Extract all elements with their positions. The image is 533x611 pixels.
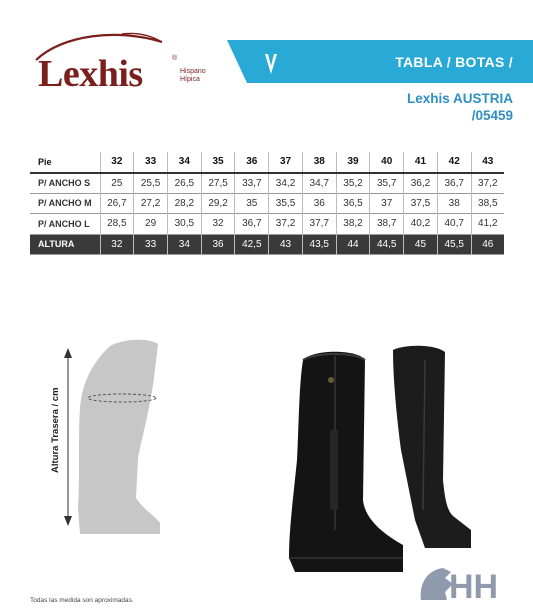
table-cell: 36,5 bbox=[336, 193, 370, 214]
table-row bbox=[30, 173, 504, 194]
axis-label: Altura Trasera / cm bbox=[50, 387, 61, 473]
table-cell: 29,2 bbox=[201, 193, 235, 214]
table-cell: 40,2 bbox=[404, 214, 438, 235]
table-cell: 26,5 bbox=[167, 173, 201, 194]
logo-subtitle-1: Hispano bbox=[180, 68, 206, 75]
table-cell: 32 bbox=[100, 234, 134, 255]
table-cell: 32 bbox=[201, 214, 235, 235]
table-cell: 34,2 bbox=[269, 173, 303, 194]
table-cell: 40,7 bbox=[437, 214, 471, 235]
table-cell: 44,5 bbox=[370, 234, 404, 255]
table-cell: 37 bbox=[370, 193, 404, 214]
table-cell: 35 bbox=[235, 193, 269, 214]
table-cell: 26,7 bbox=[100, 193, 134, 214]
lexhis-logo bbox=[22, 30, 212, 100]
row-label: P/ ANCHO S bbox=[38, 178, 91, 188]
table-cell: 36,7 bbox=[235, 214, 269, 235]
table-cell: 38,5 bbox=[471, 193, 504, 214]
table-cell: 38,2 bbox=[336, 214, 370, 235]
header-label: Pie bbox=[38, 156, 52, 167]
table-cell: 45,5 bbox=[437, 234, 471, 255]
table-cell: 37,2 bbox=[471, 173, 504, 194]
size-header-cell: 34 bbox=[167, 152, 201, 173]
table-cell: 25 bbox=[100, 173, 134, 194]
table-row bbox=[30, 193, 504, 214]
table-cell: 25,5 bbox=[134, 173, 168, 194]
table-row bbox=[30, 214, 504, 235]
table-cell: 45 bbox=[404, 234, 438, 255]
table-cell: 27,5 bbox=[201, 173, 235, 194]
table-cell: 29 bbox=[134, 214, 168, 235]
hh-text: HH bbox=[449, 568, 499, 604]
table-cell: 35,7 bbox=[370, 173, 404, 194]
table-cell: 36,2 bbox=[404, 173, 438, 194]
table-cell: 35,2 bbox=[336, 173, 370, 194]
table-cell: 37,5 bbox=[404, 193, 438, 214]
row-label: ALTURA bbox=[30, 234, 100, 255]
table-cell: 43 bbox=[269, 234, 303, 255]
size-header-cell: 37 bbox=[269, 152, 303, 173]
table-cell: 38 bbox=[437, 193, 471, 214]
title-banner bbox=[227, 40, 533, 83]
banner-title: TABLA / BOTAS / bbox=[395, 54, 513, 70]
table-row bbox=[30, 234, 504, 255]
table-cell: 28,2 bbox=[167, 193, 201, 214]
size-header-cell: 43 bbox=[471, 152, 504, 173]
size-header-cell: 33 bbox=[134, 152, 168, 173]
footnote: Todas las medida son aproximadas. bbox=[30, 597, 134, 604]
table-cell: 38,7 bbox=[370, 214, 404, 235]
table-cell: 27,2 bbox=[134, 193, 168, 214]
size-table bbox=[30, 152, 504, 255]
table-cell: 36 bbox=[201, 234, 235, 255]
table-cell: 28,5 bbox=[100, 214, 134, 235]
table-cell: 34,7 bbox=[302, 173, 336, 194]
row-label: P/ ANCHO L bbox=[38, 218, 90, 229]
table-cell: 35,5 bbox=[269, 193, 303, 214]
table-cell: 37,7 bbox=[302, 214, 336, 235]
model-info bbox=[407, 90, 513, 124]
logo-subtitle-2: Hípica bbox=[180, 76, 200, 83]
size-header-cell: 39 bbox=[336, 152, 370, 173]
model-code: /05459 bbox=[471, 108, 513, 123]
table-cell: 43,5 bbox=[302, 234, 336, 255]
table-cell: 42,5 bbox=[235, 234, 269, 255]
table-cell: 36 bbox=[302, 193, 336, 214]
table-cell: 44 bbox=[336, 234, 370, 255]
leg-silhouette-diagram bbox=[50, 338, 170, 538]
model-name: Lexhis AUSTRIA bbox=[406, 91, 513, 106]
table-cell: 36,7 bbox=[437, 173, 471, 194]
table-cell: 34 bbox=[167, 234, 201, 255]
boots-photo bbox=[275, 330, 475, 580]
table-cell: 33,7 bbox=[235, 173, 269, 194]
table-cell: 37,2 bbox=[269, 214, 303, 235]
logo-registered: ® bbox=[172, 55, 178, 62]
size-header-cell: 36 bbox=[235, 152, 269, 173]
table-header-row bbox=[30, 152, 504, 173]
table-cell: 46 bbox=[471, 234, 504, 255]
hh-horse-logo bbox=[415, 562, 515, 604]
table-cell: 33 bbox=[134, 234, 168, 255]
size-header-cell: 38 bbox=[302, 152, 336, 173]
size-header-cell: 41 bbox=[404, 152, 438, 173]
size-header-cell: 32 bbox=[100, 152, 134, 173]
table-cell: 30,5 bbox=[167, 214, 201, 235]
size-header-cell: 35 bbox=[201, 152, 235, 173]
size-header-cell: 40 bbox=[370, 152, 404, 173]
size-header-cell: 42 bbox=[437, 152, 471, 173]
row-label: P/ ANCHO M bbox=[38, 198, 92, 209]
table-cell: 41,2 bbox=[471, 214, 504, 235]
logo-wordmark: Lexhis bbox=[38, 53, 143, 95]
